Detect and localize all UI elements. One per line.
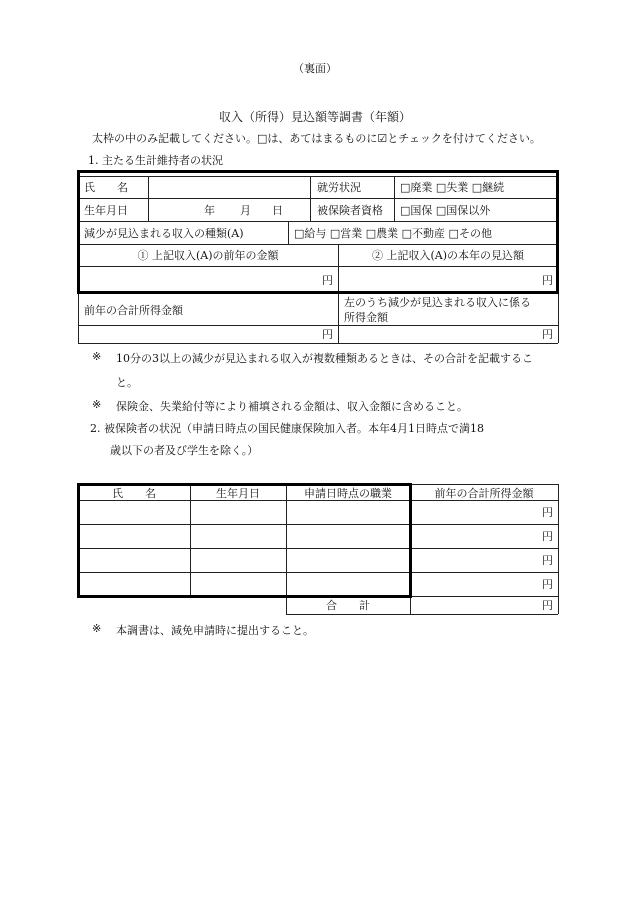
section2-heading-line1: 2. 被保険者の状況（申請日時点の国民健康保険加入者。本年4月1日時点で満18 bbox=[90, 422, 484, 435]
employment-status-options[interactable]: □廃業 □失業 □継続 bbox=[400, 181, 505, 194]
column-header-name: 氏 名 bbox=[112, 487, 156, 500]
reduced-income-label-line1: 左のうち減少が見込まれる収入に係る bbox=[344, 296, 531, 309]
note-text: 保険金、失業給付等により補填される金額は、収入金額に含めること。 bbox=[116, 400, 468, 413]
prev-income-cell[interactable] bbox=[411, 549, 558, 572]
yen-unit: 円 bbox=[542, 506, 553, 519]
this-year-amount-field[interactable] bbox=[339, 267, 558, 292]
insured-status-options[interactable]: □国保 □国保以外 bbox=[400, 204, 491, 217]
birthdate-cell[interactable] bbox=[191, 573, 286, 596]
note-mark: ※ bbox=[92, 398, 102, 411]
yen-unit: 円 bbox=[542, 554, 553, 567]
prev-year-amount-field[interactable] bbox=[79, 267, 338, 292]
birthdate-cell[interactable] bbox=[191, 549, 286, 572]
birth-month-label: 月 bbox=[240, 204, 251, 217]
column-header-birthdate: 生年月日 bbox=[216, 487, 260, 500]
yen-unit: 円 bbox=[322, 328, 333, 341]
birthdate-label: 生年月日 bbox=[84, 204, 128, 217]
insured-status-label: 被保険者資格 bbox=[317, 204, 383, 217]
income-type-label: 減少が見込まれる収入の種類(A) bbox=[84, 227, 244, 240]
note-text: と。 bbox=[116, 376, 138, 389]
occupation-cell[interactable] bbox=[287, 525, 410, 548]
total-label: 合 計 bbox=[326, 599, 370, 612]
name-cell[interactable] bbox=[79, 525, 190, 548]
section2-heading-line2: 歳以下の者及び学生を除く。） bbox=[110, 444, 259, 457]
reverse-side-label: （裏面） bbox=[293, 62, 337, 75]
reduced-income-field[interactable] bbox=[339, 326, 558, 343]
prev-income-cell[interactable] bbox=[411, 501, 558, 524]
name-cell[interactable] bbox=[79, 501, 190, 524]
occupation-cell[interactable] bbox=[287, 501, 410, 524]
name-field[interactable] bbox=[149, 177, 310, 198]
birth-day-label: 日 bbox=[272, 204, 283, 217]
reduced-income-label-line2: 所得金額 bbox=[344, 311, 388, 324]
prev-income-cell[interactable] bbox=[411, 525, 558, 548]
column-header-prev-income: 前年の合計所得金額 bbox=[434, 487, 534, 500]
yen-unit: 円 bbox=[322, 274, 333, 287]
column-header-occupation: 申請日時点の職業 bbox=[304, 487, 392, 500]
birthdate-cell[interactable] bbox=[191, 525, 286, 548]
yen-unit: 円 bbox=[542, 530, 553, 543]
prev-total-income-field[interactable] bbox=[79, 326, 338, 343]
yen-unit: 円 bbox=[542, 599, 553, 612]
prev-income-cell[interactable] bbox=[411, 573, 558, 596]
occupation-cell[interactable] bbox=[287, 549, 410, 572]
footer-note-text: 本調書は、減免申請時に提出すること。 bbox=[116, 624, 314, 637]
income-type-options[interactable]: □給与 □営業 □農業 □不動産 □その他 bbox=[294, 227, 492, 240]
name-cell[interactable] bbox=[79, 573, 190, 596]
birth-year-label: 年 bbox=[204, 204, 215, 217]
prev-year-amount-label: ① 上記収入(A)の前年の金額 bbox=[137, 249, 279, 262]
yen-unit: 円 bbox=[542, 328, 553, 341]
prev-total-income-label: 前年の合計所得金額 bbox=[84, 304, 183, 317]
occupation-cell[interactable] bbox=[287, 573, 410, 596]
note-text: 10分の3以上の減少が見込まれる収入が複数種類あるときは、その合計を記載するこ bbox=[116, 352, 533, 365]
employment-status-label: 就労状況 bbox=[317, 181, 361, 194]
this-year-amount-label: ② 上記収入(A)の本年の見込額 bbox=[371, 249, 525, 262]
name-label: 氏 名 bbox=[84, 181, 128, 194]
document-title: 収入（所得）見込額等調書（年額） bbox=[218, 110, 411, 124]
birthdate-cell[interactable] bbox=[191, 501, 286, 524]
footer-note-mark: ※ bbox=[92, 622, 102, 635]
section1-heading: 1. 主たる生計維持者の状況 bbox=[88, 154, 223, 167]
total-income-field[interactable] bbox=[411, 597, 558, 614]
instruction-text: 太枠の中のみ記載してください。□は、あてはまるものに☑とチェックを付けてください。 bbox=[92, 132, 541, 145]
yen-unit: 円 bbox=[542, 274, 553, 287]
note-mark: ※ bbox=[92, 350, 102, 363]
yen-unit: 円 bbox=[542, 578, 553, 591]
name-cell[interactable] bbox=[79, 549, 190, 572]
